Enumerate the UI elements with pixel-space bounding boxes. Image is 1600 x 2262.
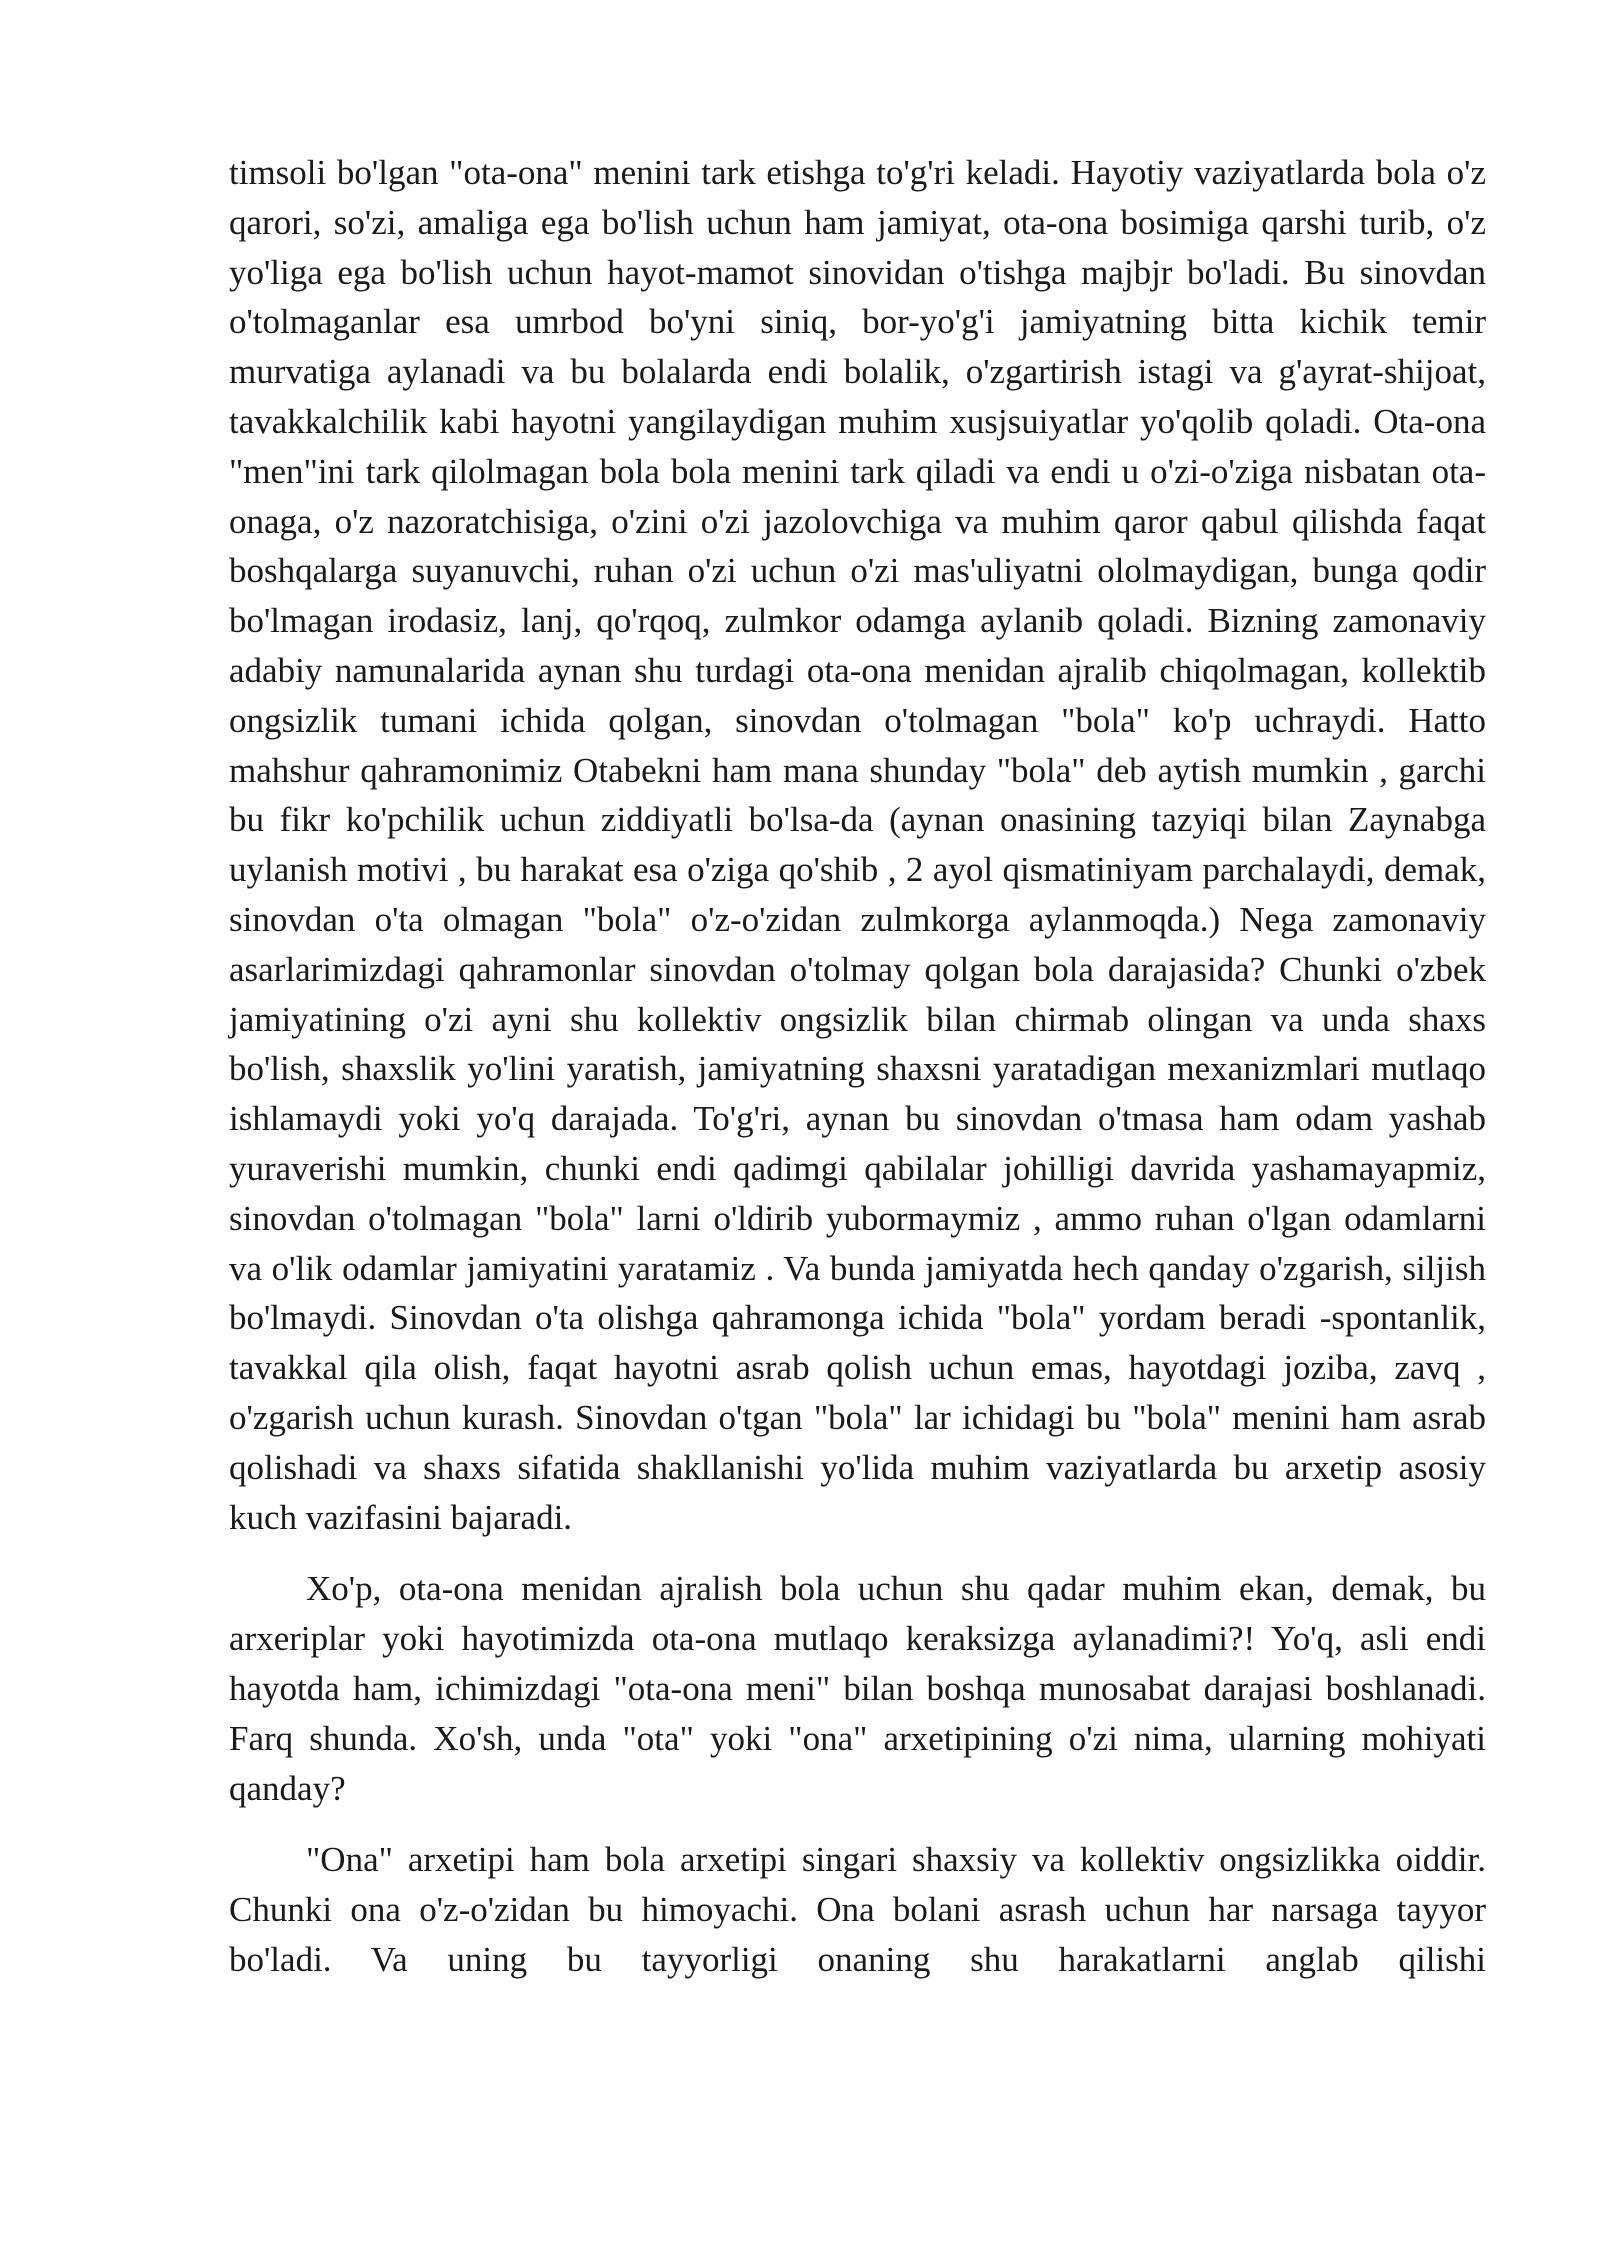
document-body <box>229 148 1486 1985</box>
paragraph-3: "Ona" arxetipi ham bola arxetipi singari shaxsiy va kollektiv ongsizlikka oiddir. Chunki ona o'z-o'zidan bu himoyachi. Ona bolani asrash uchun har narsaga tayyor bo'ladi. Va uning bu tayyorligi onaning shu harakatlarni anglab qilishi <box>229 1840 1486 1979</box>
paragraph-1: timsoli bo'lgan "ota-ona" menini tark etishga to'g'ri keladi. Hayotiy vaziyatlarda bola o'z qarori, so'zi, amaliga ega bo'lish uchun ham jamiyat, ota-ona bosimiga qarshi turib, o'z yo'liga ega bo'lish uchun hayot-mamot sinovidan o'tishga majbjr bo'ladi. Bu sinovdan o'tolmaganlar esa umrbod bo'yni siniq, bor-yo'g'i jamiyatning bitta kichik temir murvatiga aylanadi va bu bolalarda endi bolalik, o'zgartirish istagi va g'ayrat-shijoat, tavakkalchilik kabi hayotni yangilaydigan muhim xusjsuiyatlar yo'qolib qoladi. Ota-ona "men"ini tark qilolmagan bola bola menini tark qiladi va endi u o'zi-o'ziga nisbatan ota-onaga, o'z nazoratchisiga, o'zini o'zi jazolovchiga va muhim qaror qabul qilishda faqat boshqalarga suyanuvchi, ruhan o'zi uchun o'zi mas'uliyatni ololmaydigan, bunga qodir bo'lmagan irodasiz, lanj, qo'rqoq, zulmkor odamga aylanib qoladi. Bizning zamonaviy adabiy namunalarida aynan shu turdagi ota-ona menidan ajralib chiqolmagan, kollektib ongsizlik tumani ichida qolgan, sinovdan o'tolmagan "bola" ko'p uchraydi. Hatto mahshur qahramonimiz Otabekni ham mana shunday "bola" deb aytish mumkin , garchi bu fikr ko'pchilik uchun ziddiyatli bo'lsa-da (aynan onasining tazyiqi bilan Zaynabga uylanish motivi , bu harakat esa o'ziga qo'shib , 2 ayol qismatiniyam parchalaydi, demak, sinovdan o'ta olmagan "bola" o'z-o'zidan zulmkorga aylanmoqda.) Nega zamonaviy asarlarimizdagi qahramonlar sinovdan o'tolmay qolgan bola darajasida? Chunki o'zbek jamiyatining o'zi ayni shu kollektiv ongsizlik bilan chirmab olingan va unda shaxs bo'lish, shaxslik yo'lini yaratish, jamiyatning shaxsni yaratadigan mexanizmlari mutlaqo ishlamaydi yoki yo'q darajada. To'g'ri, aynan bu sinovdan o'tmasa ham odam yashab yuraverishi mumkin, chunki endi qadimgi qabilalar johilligi davrida yashamayapmiz, sinovdan o'tolmagan "bola" larni o'ldirib yubormaymiz , ammo ruhan o'lgan odamlarni va o'lik odamlar jamiyatini yaratamiz . Va bunda jamiyatda hech qanday o'zgarish, siljish bo'lmaydi. Sinovdan o'ta olishga qahramonga ichida "bola" yordam beradi -spontanlik, tavakkal qila olish, faqat hayotni asrab qolish uchun emas, hayotdagi joziba, zavq , o'zgarish uchun kurash. Sinovdan o'tgan "bola" lar ichidagi bu "bola" menini ham asrab qolishadi va shaxs sifatida shakllanishi yo'lida muhim vaziyatlarda bu arxetip asosiy kuch vazifasini bajaradi. <box>229 153 1486 1537</box>
paragraph-2: Xo'p, ota-ona menidan ajralish bola uchun shu qadar muhim ekan, demak, bu arxeriplar yoki hayotimizda ota-ona mutlaqo keraksizga aylanadimi?! Yo'q, asli endi hayotda ham, ichimizdagi "ota-ona meni" bilan boshqa munosabat darajasi boshlanadi. Farq shunda. Xo'sh, unda "ota" yoki "ona" arxetipining o'zi nima, ularning mohiyati qanday? <box>229 1569 1486 1808</box>
